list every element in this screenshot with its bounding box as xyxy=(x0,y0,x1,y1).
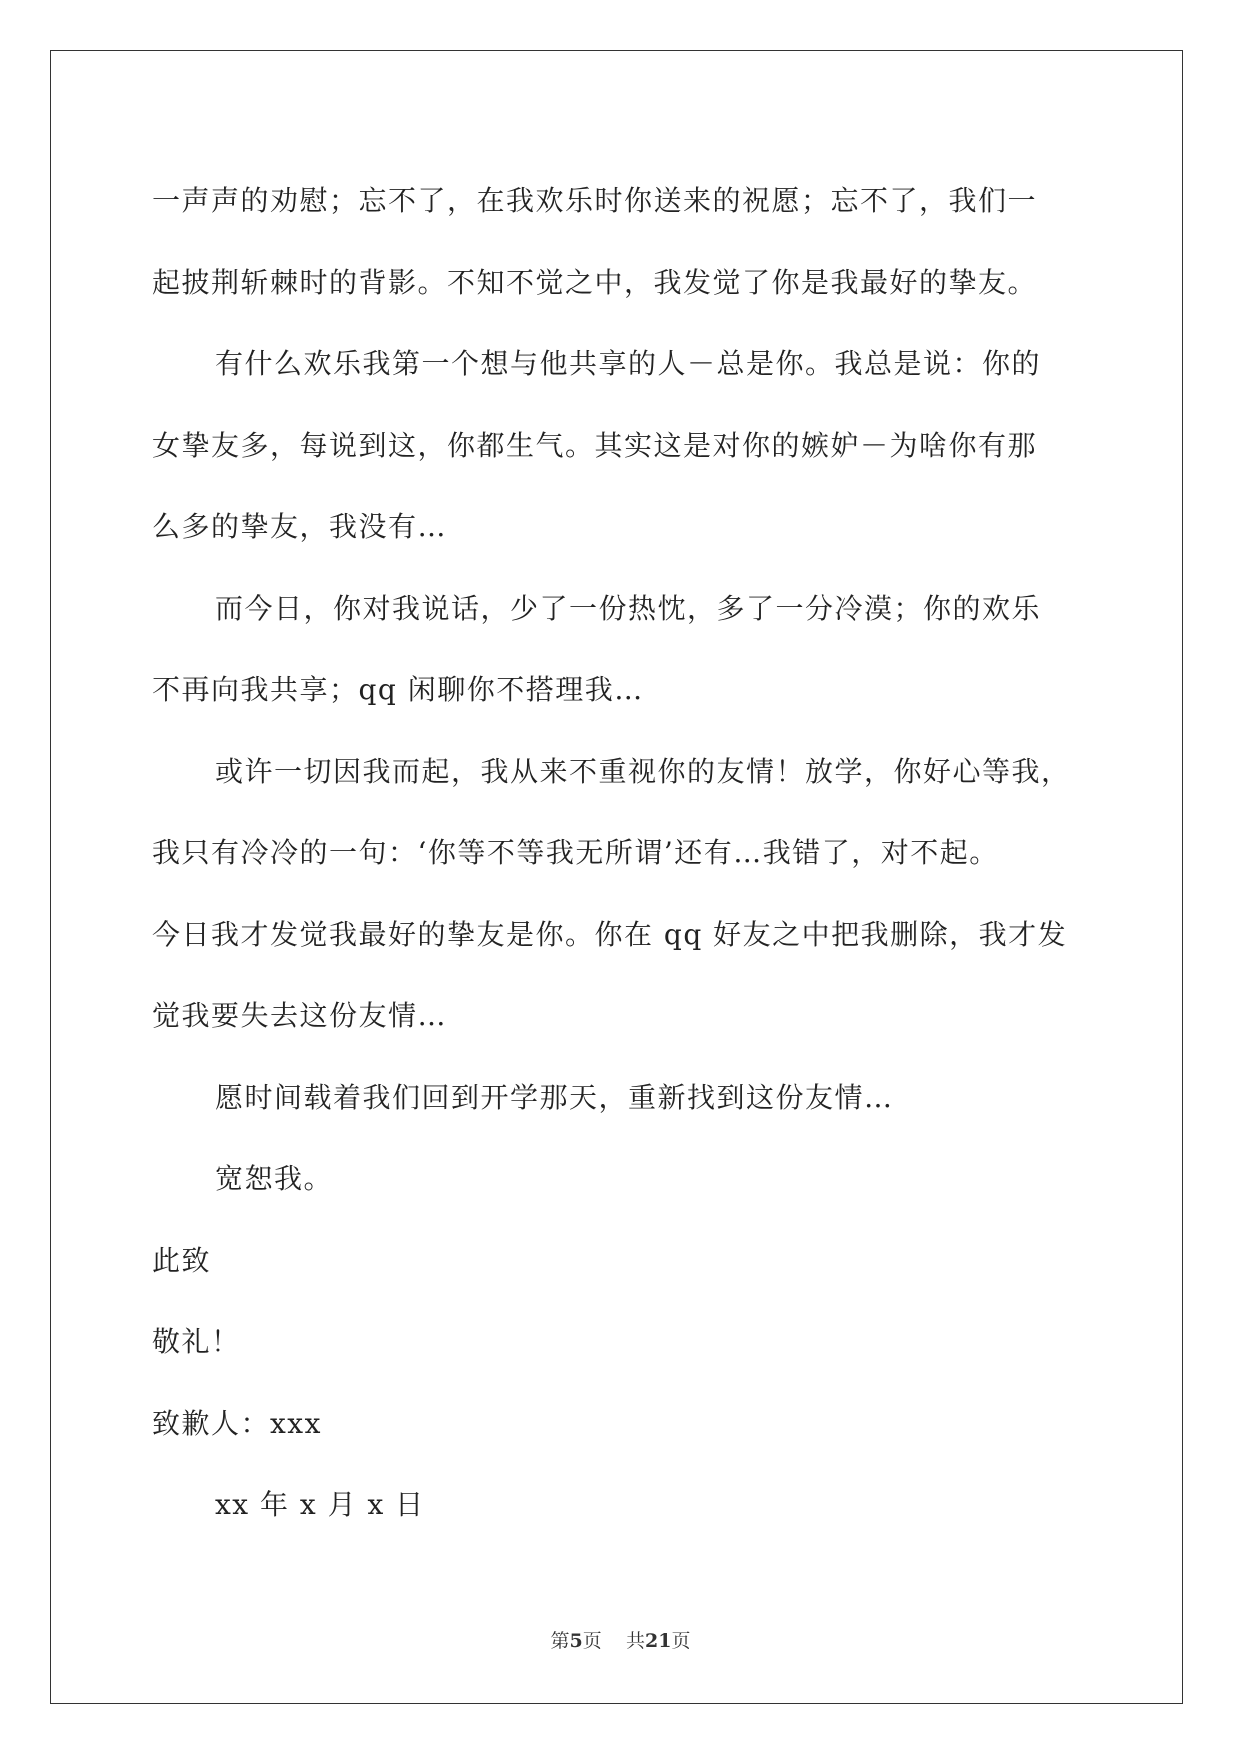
document-body xyxy=(152,160,1092,1546)
footer-total-suffix: 页 xyxy=(671,1630,691,1652)
text-line: 或许一切因我而起，我从来不重视你的友情！放学，你好心等我， xyxy=(215,754,1071,788)
text-line: 我只有冷冷的一句：‘你等不等我无所谓’还有…我错了，对不起。 xyxy=(152,836,999,869)
footer-total-pages: 21 xyxy=(644,1630,672,1652)
page-footer xyxy=(0,1626,1241,1653)
text-line: 宽恕我。 xyxy=(215,1162,334,1195)
signature-line: 致歉人：xxx xyxy=(152,1406,322,1440)
text-line: 起披荆斩棘时的背影。不知不觉之中，我发觉了你是我最好的挚友。 xyxy=(152,265,1038,299)
closing-regards: 敬礼！ xyxy=(152,1325,241,1358)
text-line: 觉我要失去这份友情… xyxy=(152,999,448,1032)
text-line: 不再向我共享；qq 闲聊你不搭理我… xyxy=(152,673,644,706)
footer-total-prefix: 共 xyxy=(625,1630,645,1652)
text-line: 女挚友多，每说到这，你都生气。其实这是对你的嫉妒－为啥你有那 xyxy=(152,428,1038,462)
text-line: 么多的挚友，我没有… xyxy=(152,510,448,543)
text-line: 一声声的劝慰；忘不了，在我欢乐时你送来的祝愿；忘不了，我们一 xyxy=(152,184,1038,217)
date-line: xx 年 x 月 x 日 xyxy=(215,1488,425,1521)
closing-salutation: 此致 xyxy=(152,1243,212,1277)
text-line: 而今日，你对我说话，少了一份热忱，多了一分冷漠；你的欢乐 xyxy=(215,591,1042,625)
text-line: 愿时间载着我们回到开学那天，重新找到这份友情… xyxy=(215,1080,894,1114)
footer-page-word: 页 xyxy=(582,1630,602,1652)
text-line: 今日我才发觉我最好的挚友是你。你在 qq 好友之中把我删除，我才发 xyxy=(152,917,1068,951)
text-line: 有什么欢乐我第一个想与他共享的人－总是你。我总是说：你的 xyxy=(215,347,1042,380)
footer-prefix: 第 xyxy=(550,1630,570,1652)
footer-current-page: 5 xyxy=(569,1630,583,1652)
